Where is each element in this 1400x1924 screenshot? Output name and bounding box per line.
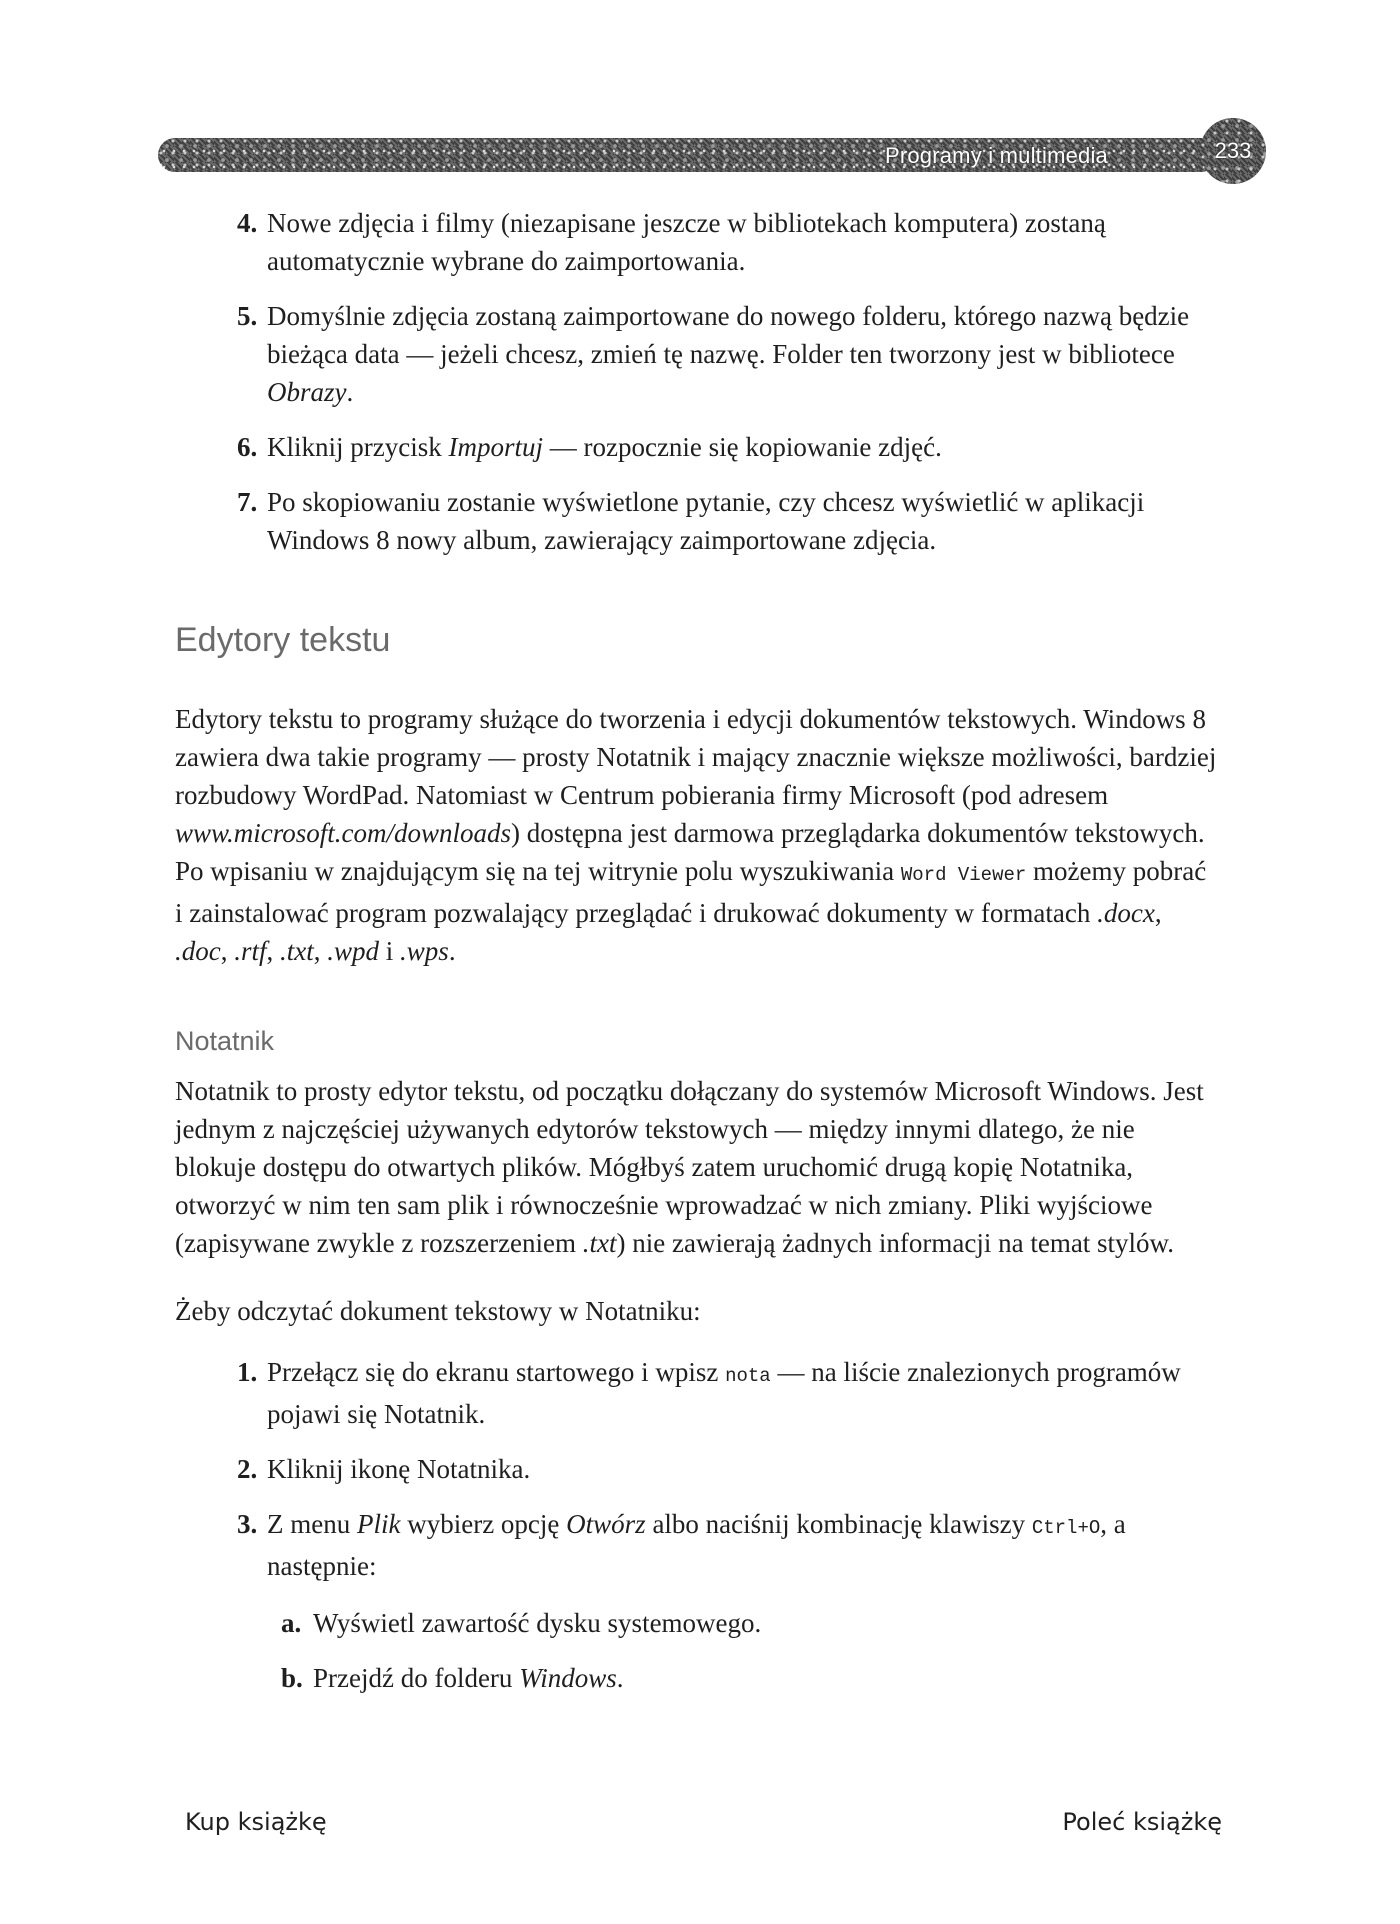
list-item bbox=[175, 428, 1220, 466]
section-heading: Edytory tekstu bbox=[175, 621, 391, 659]
step-text: , a następnie: bbox=[267, 1509, 1126, 1581]
step-text: wybierz opcję bbox=[400, 1509, 567, 1539]
page-content bbox=[175, 204, 1220, 1714]
shortcut-text: Ctrl+O bbox=[1031, 1517, 1101, 1539]
step-text: Kliknij przycisk bbox=[267, 432, 449, 462]
format-ext: .txt bbox=[582, 1228, 617, 1258]
buy-book-link[interactable]: Kup książkę bbox=[185, 1808, 327, 1836]
step-number: 5. bbox=[237, 301, 258, 331]
text-run: Edytory tekstu to programy służące do tworzenia i edycji dokumentów tekstowych. Windows 8 zawiera dwa takie programy — prosty Notatnik i mający znacznie większe możliwości, bardziej rozbudowy WordPad. Natomiast w Centrum pobierania firmy Microsoft (pod adresem bbox=[175, 704, 1217, 810]
step-text: Z menu bbox=[267, 1509, 357, 1539]
format-ext: .docx bbox=[1097, 898, 1155, 928]
text-run: , bbox=[266, 936, 280, 966]
folder-name: Obrazy bbox=[267, 377, 347, 407]
text-run: , bbox=[313, 936, 328, 966]
step-text: Przejdź do folderu bbox=[313, 1663, 520, 1693]
list-item bbox=[267, 1659, 1220, 1697]
text-run: i bbox=[379, 936, 401, 966]
step-number: 7. bbox=[237, 487, 258, 517]
text-run: , bbox=[220, 936, 235, 966]
step-text: . bbox=[346, 377, 354, 407]
sub-steps-list bbox=[267, 1604, 1220, 1697]
page-number-badge bbox=[1200, 118, 1266, 184]
subsection-paragraph bbox=[175, 1072, 1220, 1262]
text-run: Notatnik to prosty edytor tekstu, od początku dołączany do systemów Microsoft Windows. Jest jednym z najczęściej używanych edytorów tekstowych — między innymi dlatego, że nie blokuje dostępu do otwartych plików. Mógłbyś zatem uruchomić drugą kopię Notatnika, otworzyć w nim ten sam plik i równocześnie wprowadzać w nich zmiany. Pliki wyjściowe (zapisywane zwykle z rozszerzeniem bbox=[175, 1076, 1204, 1258]
import-steps-list bbox=[175, 204, 1220, 559]
format-ext: .wpd bbox=[327, 936, 380, 966]
format-ext: .rtf bbox=[234, 936, 267, 966]
text-run: . bbox=[448, 936, 456, 966]
step-text: Przełącz się do ekranu startowego i wpisz bbox=[267, 1357, 726, 1387]
step-text: albo naciśnij kombinację klawiszy bbox=[645, 1509, 1032, 1539]
text-run: ) dostępna jest darmowa przeglądarka dokumentów tekstowych. Po wpisaniu w znajdującym się na tej witrynie polu wyszukiwania bbox=[175, 818, 1205, 886]
button-name: Importuj bbox=[448, 432, 543, 462]
notepad-steps-list bbox=[175, 1353, 1220, 1697]
format-ext: .wps bbox=[400, 936, 449, 966]
step-number: 3. bbox=[237, 1509, 258, 1539]
step-text: Wyświetl zawartość dysku systemowego. bbox=[313, 1608, 762, 1638]
step-text: Nowe zdjęcia i filmy (niezapisane jeszcze w bibliotekach komputera) zostaną automatycznie wybrane do zaimportowania. bbox=[267, 208, 1106, 276]
list-item bbox=[175, 204, 1220, 280]
list-item bbox=[267, 1604, 1220, 1642]
running-header bbox=[158, 134, 1266, 172]
list-item bbox=[175, 1353, 1220, 1433]
menu-name: Plik bbox=[356, 1509, 401, 1539]
subsection-heading: Notatnik bbox=[175, 1026, 275, 1056]
code-text: nota bbox=[725, 1365, 771, 1387]
section-paragraph bbox=[175, 700, 1220, 970]
page-number: 233 bbox=[1214, 138, 1252, 163]
list-item bbox=[175, 1450, 1220, 1488]
format-ext: .doc bbox=[175, 936, 221, 966]
step-number: 2. bbox=[237, 1454, 258, 1484]
text-run: , bbox=[1154, 898, 1162, 928]
recommend-book-link[interactable]: Poleć książkę bbox=[1062, 1808, 1222, 1836]
list-item bbox=[175, 297, 1220, 411]
format-ext: .txt bbox=[280, 936, 314, 966]
step-number: 4. bbox=[237, 208, 258, 238]
header-band bbox=[158, 138, 1218, 172]
step-text: Po skopiowaniu zostanie wyświetlone pytanie, czy chcesz wyświetlić w aplikacji Windows 8 nowy album, zawierający zaimportowane zdjęcia. bbox=[267, 487, 1145, 555]
step-text: Kliknij ikonę Notatnika. bbox=[267, 1454, 531, 1484]
chapter-title: Programy i multimedia bbox=[884, 143, 1108, 168]
step-number: 6. bbox=[237, 432, 258, 462]
step-number: 1. bbox=[237, 1357, 258, 1387]
instruction-intro: Żeby odczytać dokument tekstowy w Notatniku: bbox=[175, 1296, 701, 1326]
option-name: Otwórz bbox=[566, 1509, 646, 1539]
url-text: www.microsoft.com/downloads bbox=[175, 818, 512, 848]
text-run: możemy pobrać i zainstalować program pozwalający przeglądać i drukować dokumenty w formatach bbox=[175, 856, 1207, 928]
step-text: Domyślnie zdjęcia zostaną zaimportowane do nowego folderu, którego nazwą będzie bieżąca data — jeżeli chcesz, zmień tę nazwę. Folder ten tworzony jest w bibliotece bbox=[267, 301, 1190, 369]
step-text: — rozpocznie się kopiowanie zdjęć. bbox=[542, 432, 942, 462]
list-item bbox=[175, 483, 1220, 559]
text-run: ) nie zawierają żadnych informacji na temat stylów. bbox=[616, 1228, 1175, 1258]
step-text: — na liście znalezionych programów pojawi się Notatnik. bbox=[267, 1357, 1181, 1429]
substep-letter: b. bbox=[281, 1663, 303, 1693]
list-item bbox=[175, 1505, 1220, 1697]
folder-name: Windows bbox=[519, 1663, 617, 1693]
step-text: . bbox=[616, 1663, 624, 1693]
code-text: Word Viewer bbox=[900, 864, 1027, 886]
substep-letter: a. bbox=[281, 1608, 302, 1638]
